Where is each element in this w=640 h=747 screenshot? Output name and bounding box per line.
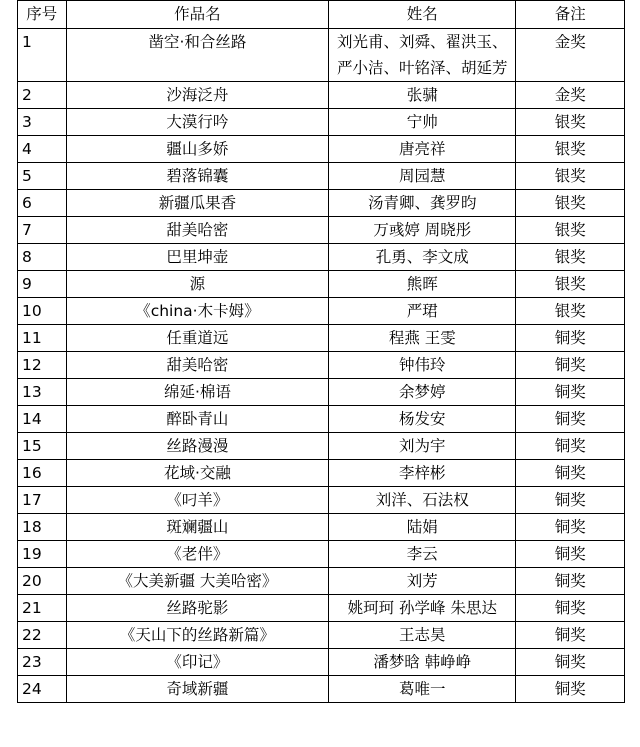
row-number: 8 [18,244,67,271]
row-number: 4 [18,136,67,163]
author-names: 唐亮祥 [329,136,516,163]
table-row [18,109,625,136]
row-number: 19 [18,541,67,568]
row-number: 12 [18,352,67,379]
work-title: 任重道远 [66,325,329,352]
table-row [18,217,625,244]
author-names: 李云 [329,541,516,568]
award-note: 铜奖 [516,514,625,541]
table-row [18,325,625,352]
table-row [18,298,625,325]
header-note: 备注 [516,1,625,29]
table-row [18,541,625,568]
author-names: 杨发安 [329,406,516,433]
table-header-row [18,1,625,29]
row-number: 17 [18,487,67,514]
row-number: 24 [18,676,67,703]
work-title: 新疆瓜果香 [66,190,329,217]
author-names: 周园慧 [329,163,516,190]
author-names: 葛唯一 [329,676,516,703]
header-no: 序号 [18,1,67,29]
work-title: 碧落锦囊 [66,163,329,190]
table-row [18,622,625,649]
table-row [18,406,625,433]
table-row [18,568,625,595]
row-number: 1 [18,29,67,82]
author-names: 宁帅 [329,109,516,136]
work-title: 甜美哈密 [66,217,329,244]
table-row [18,460,625,487]
author-names: 万彧婷 周晓彤 [329,217,516,244]
header-title: 作品名 [66,1,329,29]
table-row [18,190,625,217]
author-names: 钟伟玲 [329,352,516,379]
author-names: 程燕 王雯 [329,325,516,352]
award-note: 银奖 [516,109,625,136]
table-row [18,514,625,541]
award-note: 铜奖 [516,352,625,379]
row-number: 10 [18,298,67,325]
author-names: 潘梦晗 韩峥峥 [329,649,516,676]
table-row [18,487,625,514]
work-title: 大漠行吟 [66,109,329,136]
award-note: 银奖 [516,298,625,325]
row-number: 5 [18,163,67,190]
work-title: 甜美哈密 [66,352,329,379]
row-number: 7 [18,217,67,244]
row-number: 13 [18,379,67,406]
work-title: 《天山下的丝路新篇》 [66,622,329,649]
work-title: 《大美新疆 大美哈密》 [66,568,329,595]
work-title: 巴里坤壶 [66,244,329,271]
row-number: 9 [18,271,67,298]
table-row [18,244,625,271]
award-note: 铜奖 [516,676,625,703]
row-number: 14 [18,406,67,433]
table-row [18,433,625,460]
work-title: 凿空·和合丝路 [66,29,329,82]
award-note: 铜奖 [516,460,625,487]
table-row [18,379,625,406]
table-row [18,649,625,676]
award-note: 金奖 [516,82,625,109]
author-names: 张骕 [329,82,516,109]
work-title: 奇域新疆 [66,676,329,703]
work-title: 《印记》 [66,649,329,676]
award-note: 铜奖 [516,379,625,406]
award-note: 铜奖 [516,487,625,514]
award-note: 银奖 [516,271,625,298]
author-names: 孔勇、李文成 [329,244,516,271]
work-title: 源 [66,271,329,298]
award-note: 银奖 [516,163,625,190]
table-row [18,676,625,703]
table-row [18,352,625,379]
row-number: 16 [18,460,67,487]
work-title: 疆山多娇 [66,136,329,163]
row-number: 11 [18,325,67,352]
awards-table [17,0,625,703]
work-title: 《老伴》 [66,541,329,568]
row-number: 6 [18,190,67,217]
author-names: 刘芳 [329,568,516,595]
award-note: 银奖 [516,190,625,217]
author-names: 刘光甫、刘舜、翟洪玉、严小洁、叶铭泽、胡延芳 [329,29,516,82]
work-title: 丝路驼影 [66,595,329,622]
work-title: 《china·木卡姆》 [66,298,329,325]
row-number: 15 [18,433,67,460]
award-note: 金奖 [516,29,625,82]
author-names: 李梓彬 [329,460,516,487]
work-title: 醉卧青山 [66,406,329,433]
award-note: 铜奖 [516,406,625,433]
document-page [17,0,625,703]
table-row [18,136,625,163]
row-number: 23 [18,649,67,676]
table-row [18,163,625,190]
award-note: 银奖 [516,136,625,163]
award-note: 铜奖 [516,433,625,460]
header-names: 姓名 [329,1,516,29]
award-note: 铜奖 [516,649,625,676]
award-note: 铜奖 [516,541,625,568]
row-number: 21 [18,595,67,622]
work-title: 丝路漫漫 [66,433,329,460]
author-names: 严珺 [329,298,516,325]
row-number: 20 [18,568,67,595]
row-number: 3 [18,109,67,136]
work-title: 绵延·棉语 [66,379,329,406]
author-names: 刘洋、石法权 [329,487,516,514]
row-number: 2 [18,82,67,109]
author-names: 余梦婷 [329,379,516,406]
award-note: 铜奖 [516,568,625,595]
row-number: 18 [18,514,67,541]
table-row [18,29,625,82]
work-title: 沙海泛舟 [66,82,329,109]
table-row [18,271,625,298]
author-names: 熊晖 [329,271,516,298]
author-names: 姚珂珂 孙学峰 朱思达 [329,595,516,622]
table-row [18,595,625,622]
author-names: 王志昊 [329,622,516,649]
award-note: 铜奖 [516,622,625,649]
award-note: 铜奖 [516,325,625,352]
table-row [18,82,625,109]
award-note: 银奖 [516,217,625,244]
author-names: 陆娟 [329,514,516,541]
author-names: 刘为宇 [329,433,516,460]
award-note: 银奖 [516,244,625,271]
work-title: 花域·交融 [66,460,329,487]
work-title: 斑斓疆山 [66,514,329,541]
row-number: 22 [18,622,67,649]
author-names: 汤青卿、龚罗昀 [329,190,516,217]
award-note: 铜奖 [516,595,625,622]
work-title: 《叼羊》 [66,487,329,514]
